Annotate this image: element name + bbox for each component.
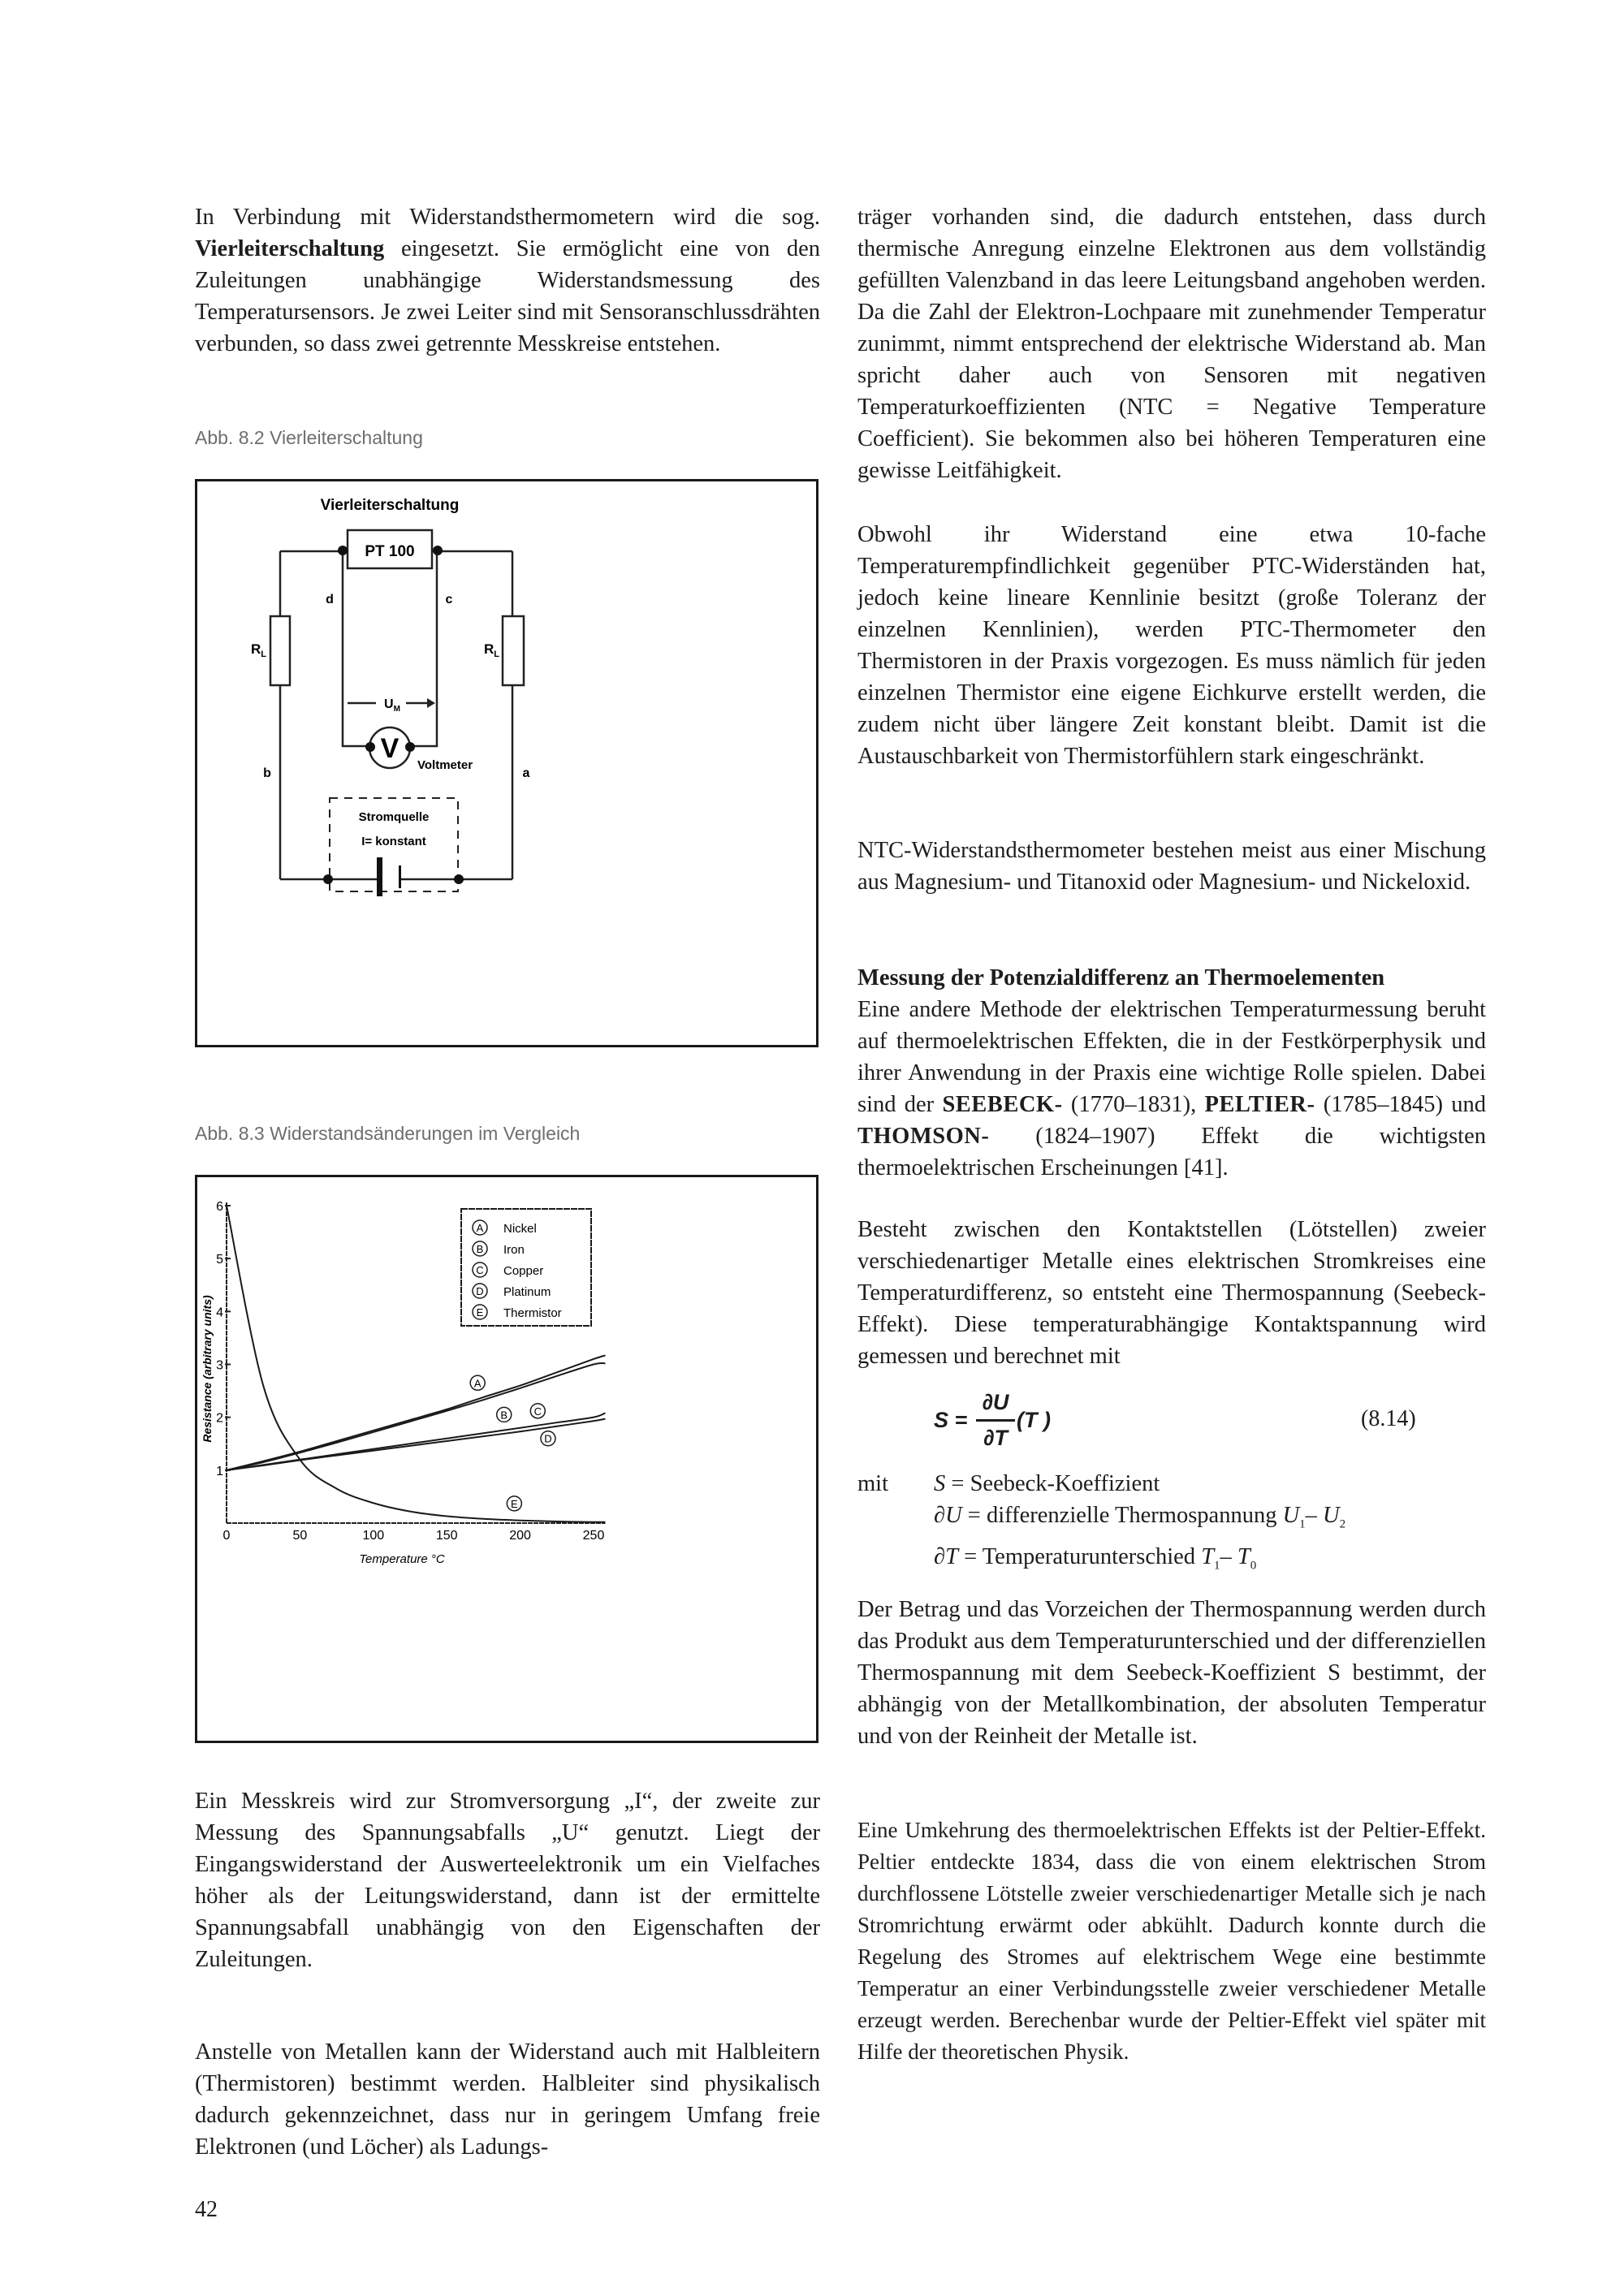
wire-label-a: a bbox=[522, 766, 530, 780]
series-marker-label: B bbox=[500, 1409, 508, 1422]
circuit-title: Vierleiterschaltung bbox=[320, 497, 460, 514]
x-tick-label: 50 bbox=[292, 1529, 308, 1543]
legend-marker-label: C bbox=[476, 1264, 484, 1276]
source-label: Stromquelle bbox=[358, 810, 430, 824]
legend-marker-label: D bbox=[476, 1285, 484, 1297]
definition-s: S = Seebeck-Koeffizient bbox=[934, 1471, 1160, 1496]
y-tick-label: 4 bbox=[216, 1306, 223, 1320]
legend-entry-nickel: Nickel bbox=[503, 1222, 537, 1236]
series-marker-label: D bbox=[544, 1432, 552, 1445]
name-peltier: PELTIER- bbox=[1204, 1092, 1315, 1117]
legend-entry-thermistor: Thermistor bbox=[503, 1306, 562, 1320]
name-thomson: THOMSON- bbox=[857, 1124, 990, 1149]
figure-caption-8-2: Abb. 8.2 Vierleiterschaltung bbox=[195, 427, 423, 448]
wire-label-d: d bbox=[326, 593, 334, 606]
legend-marker-label: B bbox=[476, 1243, 484, 1255]
fraction-bar bbox=[976, 1419, 1015, 1422]
series-line-iron bbox=[227, 1363, 605, 1470]
x-tick-label: 250 bbox=[582, 1529, 605, 1543]
formula-denominator: ∂T bbox=[983, 1426, 1008, 1450]
resistor-right-label: $R_L$ bbox=[484, 641, 500, 659]
page-number: 42 bbox=[195, 2197, 218, 2222]
chart-svg bbox=[197, 1177, 816, 1741]
paragraph-halbleiter: Anstelle von Metallen kann der Widerstand auch mit Halbleitern (Thermistoren) bestimmt werden. Halbleiter sind physikalisch dadurch gekennzeichnet, dass nur in geringem Umfang freie Elektronen (und Löcher) als Ladungs- bbox=[195, 2039, 820, 2160]
x-tick-label: 200 bbox=[509, 1529, 531, 1543]
battery-plate-thick bbox=[377, 857, 382, 896]
paragraph-betrag: Der Betrag und das Vorzeichen der Thermospannung werden durch das Produkt aus dem Temperaturunterschied und der differenziellen Thermospannung mit dem Seebeck-Koeffizient S bestimmt, der abhängig von der Metallkombination, der absoluten Temperatur und von der Reinheit der Metalle ist. bbox=[857, 1597, 1486, 1749]
legend-marker-label: A bbox=[476, 1222, 484, 1234]
text: In Verbindung mit Widerstandsthermometern wird die sog. bbox=[195, 205, 820, 230]
formula-numerator: ∂U bbox=[982, 1390, 1009, 1414]
outer-wires bbox=[280, 551, 512, 879]
y-tick-label: 6 bbox=[216, 1200, 223, 1214]
text: eingesetzt. Sie ermöglicht eine von den Zuleitungen unabhängige Widerstandsmessung des Temperatursensors. Je zwei Leiter sind mit Sensoranschlussdrähten verbunden, so dass zwei getrennte Messkreise entstehen. bbox=[195, 236, 820, 356]
bold-term: Vierleiterschaltung bbox=[195, 236, 385, 261]
resistor-left bbox=[270, 616, 290, 685]
series-marker-label: E bbox=[511, 1497, 518, 1510]
paragraph-vierleiter bbox=[195, 201, 820, 360]
y-tick-label: 3 bbox=[216, 1358, 223, 1373]
series-marker-label: C bbox=[533, 1405, 542, 1418]
figure-resistance-chart bbox=[195, 1175, 818, 1743]
wire-label-c: c bbox=[445, 593, 453, 606]
section-thermoelemente bbox=[857, 962, 1486, 1184]
paragraph-ladungstraeger: träger vorhanden sind, die dadurch entstehen, dass durch thermische Anregung einzelne Elektronen aus dem vollständig gefüllten Valenzband in das leere Leitungsband angehoben werden. Da die Zahl der Elektron-Lochpaare mit zunehmender Temperatur zunimmt, nimmt entsprechend der elektrische Widerstand ab. Man spricht daher auch von Sensoren mit negativen Temperaturkoeffizienten (NTC = Negative Temperature Coefficient). Sie bekommen also bei höheren Temperaturen eine gewisse Leitfähigkeit. bbox=[857, 205, 1486, 483]
x-tick-label: 150 bbox=[435, 1529, 458, 1543]
series-marker-label: A bbox=[473, 1377, 482, 1390]
paragraph-messkreis: Ein Messkreis wird zur Stromversorgung „I“, der zweite zur Messung des Spannungsabfalls „U“ genutzt. Liegt der Eingangswiderstand der Auswerteelektronik um ein Vielfaches höher als der Leitungswiderstand, dann ist der ermittelte Spannungsabfall unabhängig von den Eigenschaften der Zuleitungen. bbox=[195, 1789, 820, 1972]
y-tick-label: 2 bbox=[216, 1411, 223, 1426]
y-tick-label: 5 bbox=[216, 1253, 223, 1267]
source-value: I= konstant bbox=[361, 835, 426, 848]
legend-entry-iron: Iron bbox=[503, 1243, 525, 1257]
definition-dt: ∂T = Temperaturunterschied $T_1-$ $T_0$ bbox=[934, 1543, 1257, 1573]
mit-label: mit bbox=[857, 1471, 889, 1496]
battery-plate-thin bbox=[399, 865, 401, 888]
legend-marker-label: E bbox=[476, 1306, 484, 1318]
sense-wires bbox=[343, 551, 437, 746]
paragraph-ptc-vergleich: Obwohl ihr Widerstand eine etwa 10-fache Temperaturempfindlichkeit gegenüber PTC-Widerständen hat, jedoch keine lineare Kennlinie besitzt (große Toleranz der einzelnen Kennlinien), werden PTC-Thermometer den Thermistoren in der Praxis vorgezogen. Es muss nämlich für jeden einzelnen Thermistor eine eigene Eichkurve erstellt werden, die zudem nicht über längere Zeit konstant bleibt. Damit ist die Austauschbarkeit von Thermistorfühlern stark eingeschränkt. bbox=[857, 522, 1486, 769]
variable-definitions bbox=[934, 1468, 1345, 1582]
formula-argument: (T ) bbox=[1017, 1408, 1051, 1432]
x-axis-label: Temperature °C bbox=[359, 1552, 445, 1566]
legend-entry-copper: Copper bbox=[503, 1264, 544, 1278]
legend-entry-platinum: Platinum bbox=[503, 1285, 551, 1299]
equation-number: (8.14) bbox=[1361, 1406, 1416, 1431]
y-tick-label: 1 bbox=[216, 1464, 223, 1478]
section-heading: Messung der Potenzialdifferenz an Thermoelementen bbox=[857, 965, 1385, 990]
y-axis-label: Resistance (arbitrary units) bbox=[201, 1295, 214, 1443]
figure-circuit-diagram bbox=[195, 479, 818, 1047]
resistor-right bbox=[503, 616, 524, 685]
name-seebeck: SEEBECK- bbox=[942, 1092, 1063, 1117]
arrow-head bbox=[427, 698, 435, 708]
sensor-label: PT 100 bbox=[365, 543, 415, 560]
voltmeter-label: Voltmeter bbox=[417, 758, 473, 772]
voltmeter-symbol: V bbox=[380, 733, 400, 764]
formula-lhs: S = bbox=[934, 1408, 968, 1432]
x-tick-label: 100 bbox=[362, 1529, 385, 1543]
resistor-left-label: $R_L$ bbox=[251, 641, 267, 659]
paragraph-ntc: NTC-Widerstandsthermometer bestehen meist aus einer Mischung aus Magnesium- und Titanoxid oder Magnesium- und Nickeloxid. bbox=[857, 838, 1486, 895]
definition-du: ∂U = differenzielle Thermospannung $U_1-$ $U_2$ bbox=[934, 1503, 1346, 1531]
nodes bbox=[323, 546, 464, 884]
circuit-svg bbox=[197, 481, 816, 1045]
um-label: $U_M$ bbox=[384, 697, 400, 714]
figure-caption-8-3: Abb. 8.3 Widerstandsänderungen im Vergleich bbox=[195, 1123, 581, 1144]
series-line-nickel bbox=[227, 1355, 605, 1470]
x-tick-label: 0 bbox=[222, 1529, 231, 1543]
paragraph-seebeck: Besteht zwischen den Kontaktstellen (Lötstellen) zweier verschiedenartiger Metalle eines elektrischen Stromkreises eine Temperaturdifferenz, so entsteht eine Thermospannung (Seebeck-Effekt). Diese temperaturabhängige Kontaktspannung wird gemessen und berechnet mit bbox=[857, 1217, 1486, 1369]
paragraph-peltier: Eine Umkehrung des thermoelektrischen Effekts ist der Peltier-Effekt. Peltier entdeckte 1834, dass die von einem elektrischen Strom durchflossene Lötstelle zweier verschiedenartiger Metalle sich je nach Stromrichtung erwärmt oder abkühlt. Dadurch konnte durch die Regelung des Stromes auf elektrischem Wege eine bestimmte Temperatur an einer Verbindungsstelle zweier verschiedener Metalle erzeugt werden. Berechenbar wurde der Peltier-Effekt viel später mit Hilfe der theoretischen Physik. bbox=[857, 1818, 1486, 2064]
paragraph-thermoelektrisch: Eine andere Methode der elektrischen Temperaturmessung beruht auf thermoelektrischen Effekten, die in der Festkörperphysik und ihrer Anwendung in der Praxis eine wichtige Rolle spielen. Dabei sind der SEEBECK- (1770–1831), PELTIER- (1785–1845) und THOMSON- (1824–1907) Effekt die wichtigsten thermoelektrischen Erscheinungen [41]. bbox=[857, 997, 1487, 1180]
wire-label-b: b bbox=[263, 766, 271, 780]
